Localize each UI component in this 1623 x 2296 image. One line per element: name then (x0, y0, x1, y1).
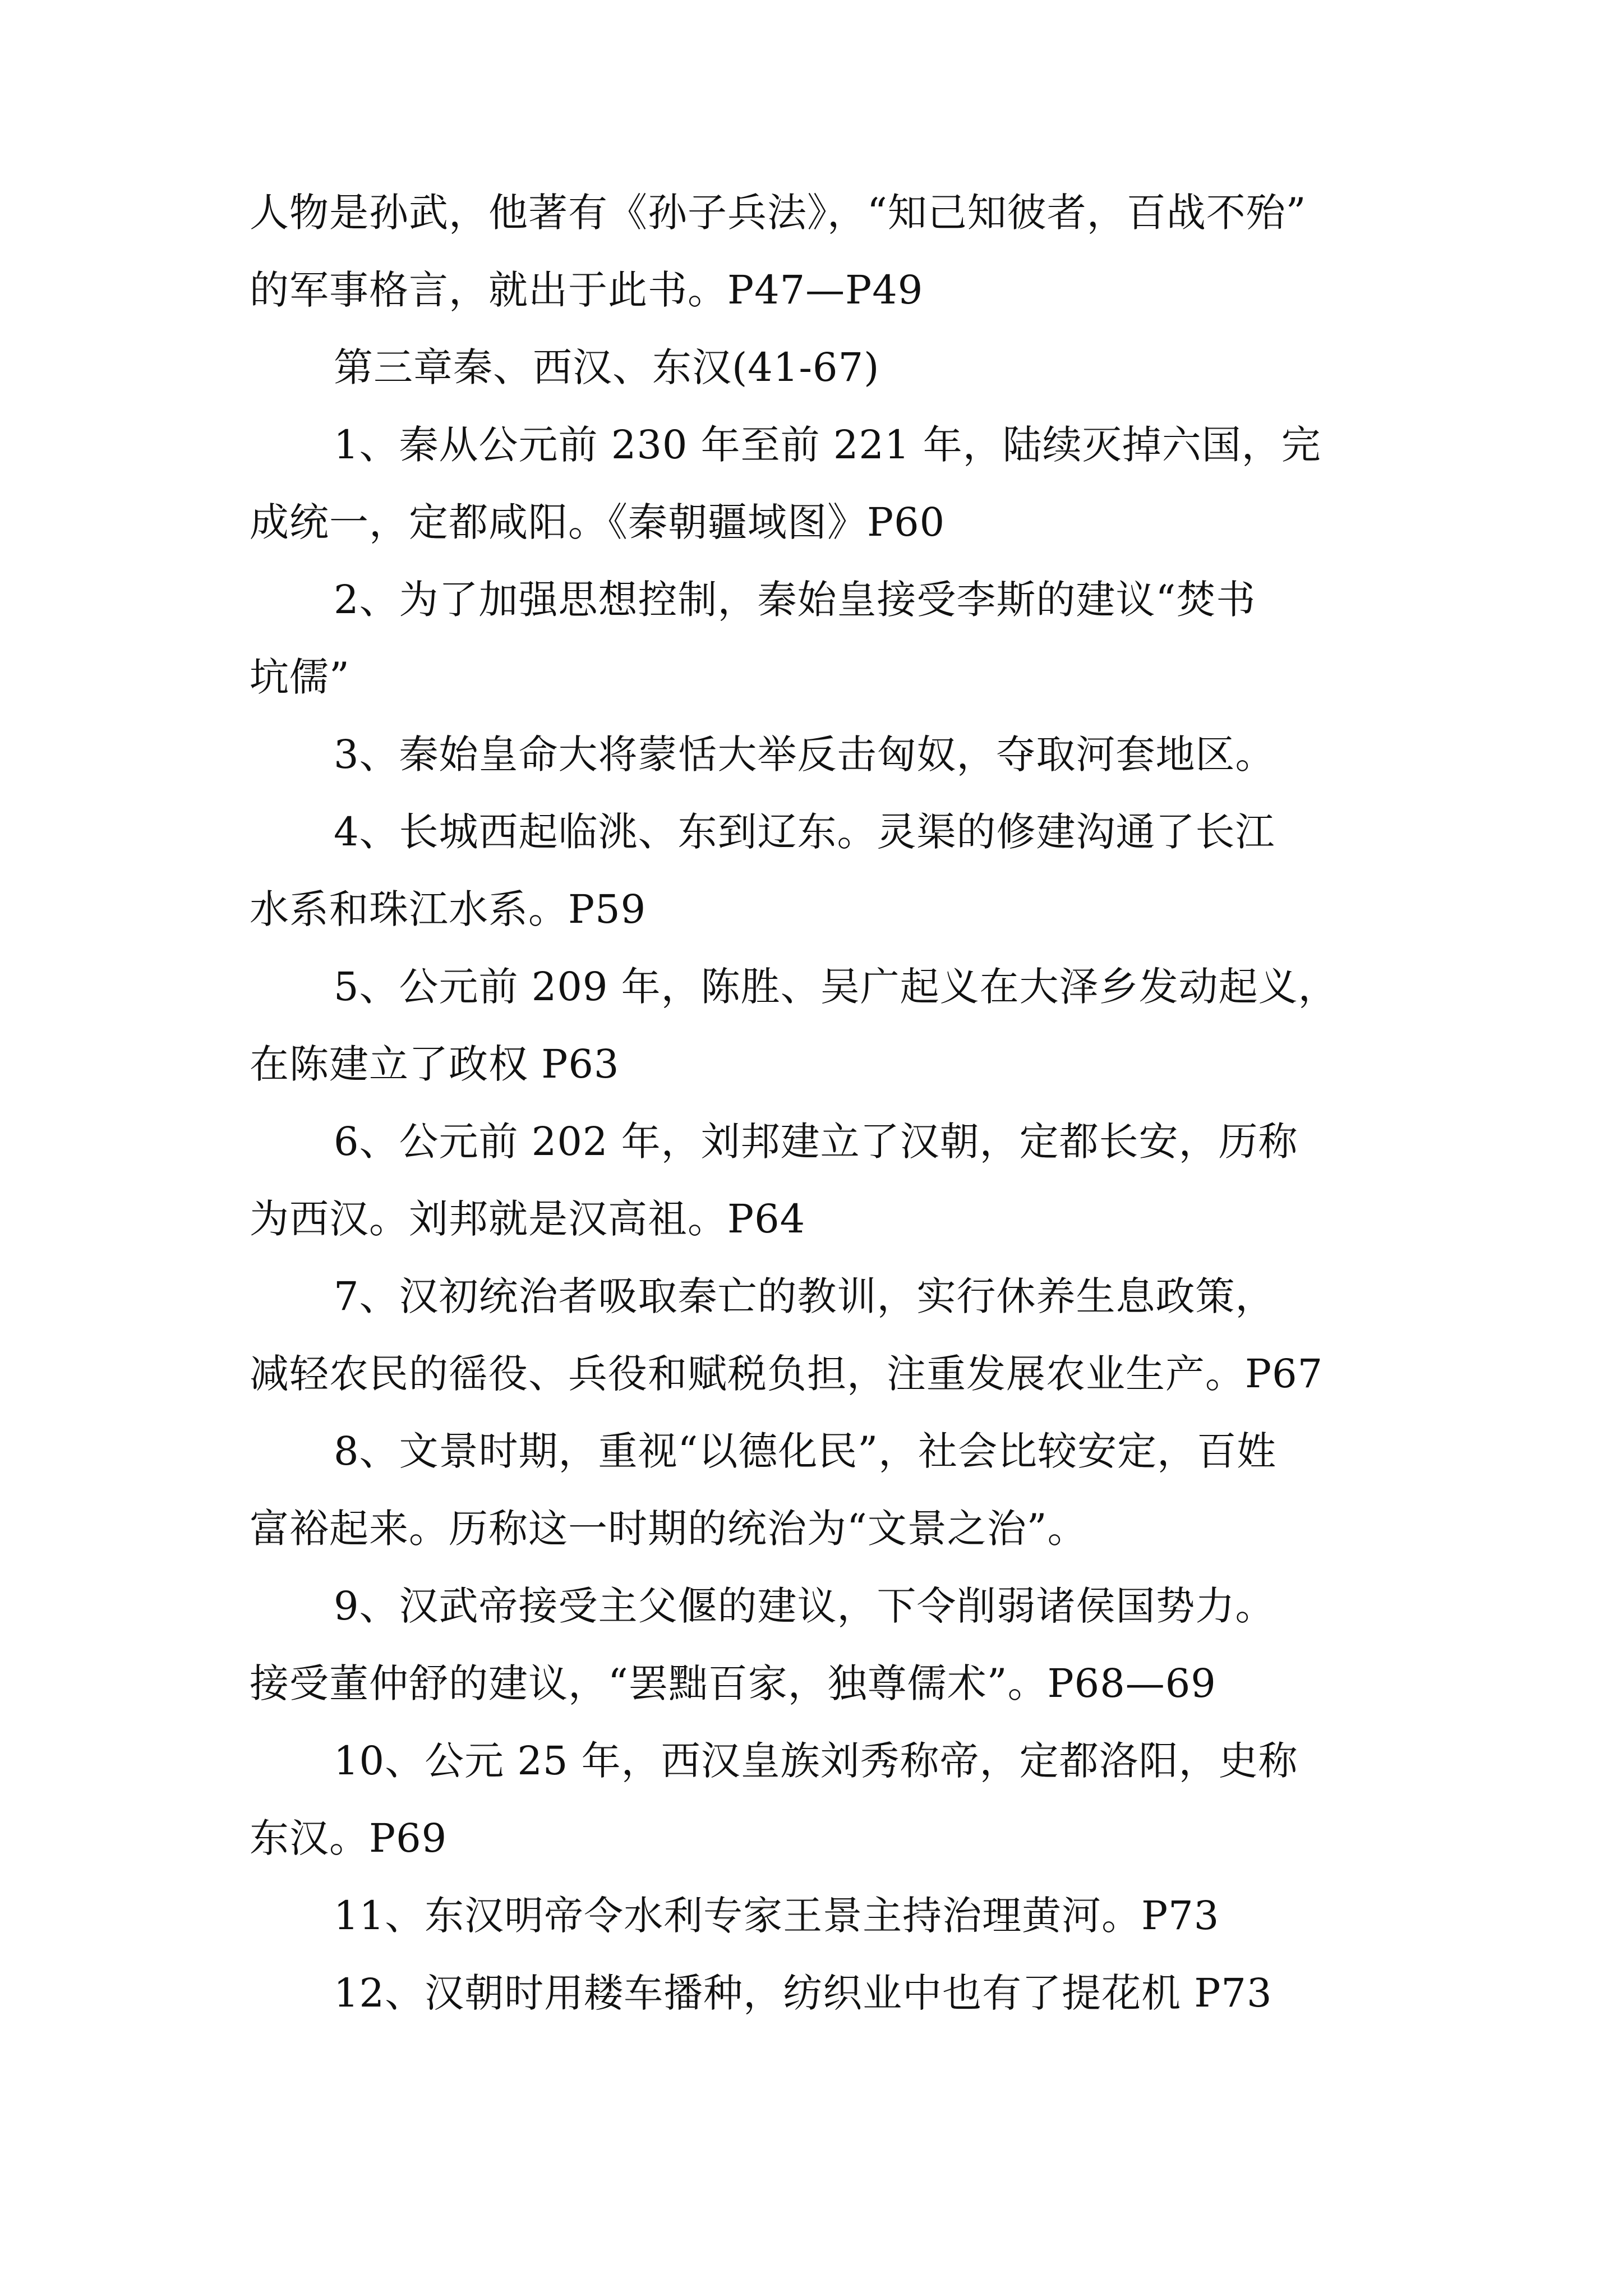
text-line: 9、汉武帝接受主父偃的建议，下令削弱诸侯国势力。 (334, 1583, 1275, 1629)
text-line: 5、公元前 209 年，陈胜、吴广起义在大泽乡发动起义， (334, 964, 1338, 1010)
text-line: 坑儒” (250, 654, 350, 700)
text-line: 4、长城西起临洮、东到辽东。灵渠的修建沟通了长江 (334, 809, 1275, 855)
text-line: 12、汉朝时用耧车播种，纺织业中也有了提花机 P73 (334, 1970, 1272, 2016)
chapter-heading: 第三章秦、西汉、东汉(41-67) (334, 344, 880, 390)
text-line: 的军事格言，就出于此书。P47—P49 (250, 267, 924, 313)
text-line: 2、为了加强思想控制，秦始皇接受李斯的建议“焚书 (334, 577, 1256, 623)
text-line: 接受董仲舒的建议，“罢黜百家，独尊儒术”。P68—69 (250, 1660, 1216, 1706)
text-line: 减轻农民的徭役、兵役和赋税负担，注重发展农业生产。P67 (250, 1351, 1324, 1397)
text-line: 3、秦始皇命大将蒙恬大举反击匈奴，夺取河套地区。 (334, 731, 1275, 777)
text-line: 8、文景时期，重视“以德化民”，社会比较安定，百姓 (334, 1428, 1277, 1474)
text-line: 东汉。P69 (250, 1815, 448, 1861)
text-line: 水系和珠江水系。P59 (250, 886, 647, 932)
text-line: 11、东汉明帝令水利专家王景主持治理黄河。P73 (334, 1893, 1220, 1939)
text-line: 7、汉初统治者吸取秦亡的教训，实行休养生息政策， (334, 1273, 1275, 1319)
text-line: 成统一，定都咸阳。《秦朝疆域图》P60 (250, 499, 946, 545)
text-line: 为西汉。刘邦就是汉高祖。P64 (250, 1196, 806, 1242)
text-line: 1、秦从公元前 230 年至前 221 年，陆续灭掉六国，完 (334, 422, 1321, 468)
text-line: 人物是孙武，他著有《孙子兵法》，“知己知彼者，百战不殆” (250, 190, 1307, 236)
text-line: 富裕起来。历称这一时期的统治为“文景之治”。 (250, 1506, 1087, 1552)
text-line: 6、公元前 202 年，刘邦建立了汉朝，定都长安，历称 (334, 1119, 1298, 1165)
text-line: 10、公元 25 年，西汉皇族刘秀称帝，定都洛阳，史称 (334, 1738, 1298, 1784)
text-line: 在陈建立了政权 P63 (250, 1041, 620, 1087)
document-body (250, 174, 1382, 2032)
